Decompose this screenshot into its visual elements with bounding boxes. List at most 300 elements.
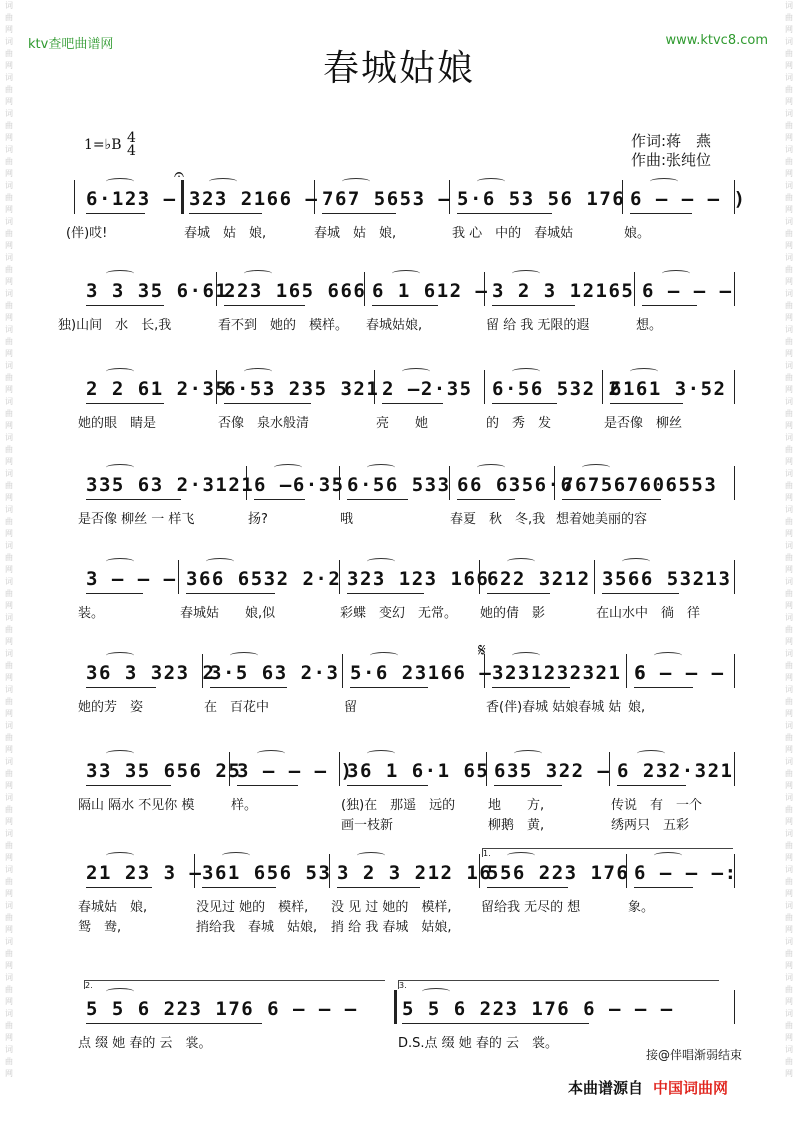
lyric-text: 春城 姑 娘,: [184, 226, 267, 241]
slur-arc: [370, 652, 398, 659]
watermark-glyph: 词: [785, 145, 793, 154]
source-label: 本曲谱源自: [568, 1079, 644, 1097]
slur-arc: [512, 368, 540, 375]
watermark-glyph: 网: [785, 205, 793, 214]
measure-notes: 5·6 53 56 176: [457, 188, 626, 210]
measure-notes: 3566 53213: [602, 568, 732, 590]
watermark-glyph: 网: [5, 457, 13, 466]
lyricist: 作词:蒋 燕: [631, 132, 712, 150]
watermark-glyph: 网: [5, 961, 13, 970]
beam-underline: [634, 687, 693, 688]
lyric-text: 象。: [628, 900, 655, 915]
slur-arc: [392, 270, 420, 277]
watermark-glyph: 曲: [5, 553, 13, 562]
slur-arc: [514, 750, 542, 757]
beam-underline: [86, 593, 143, 594]
lyric-text: 柳鹅 黄,: [488, 818, 545, 833]
measure-line: [74, 854, 738, 888]
measure-notes: 6·56 532 2: [492, 378, 622, 400]
watermark-glyph: 曲: [5, 337, 13, 346]
lyric-line: [74, 602, 734, 622]
site-url-right[interactable]: www.ktvc8.com: [665, 33, 768, 48]
watermark-glyph: 网: [785, 385, 793, 394]
beam-underline: [562, 499, 661, 500]
measure-notes: 6 1 612 –: [372, 280, 489, 302]
lyric-text: (独)在 那遥 远的: [341, 798, 456, 813]
watermark-glyph: 曲: [5, 193, 13, 202]
watermark-glyph: 网: [785, 241, 793, 250]
watermark-glyph: 曲: [5, 733, 13, 742]
measure-notes: 366 6532 2·2: [186, 568, 342, 590]
watermark-glyph: 曲: [5, 769, 13, 778]
lyric-text: 样。: [231, 798, 258, 813]
watermark-glyph: 网: [5, 853, 13, 862]
watermark-glyph: 词: [785, 829, 793, 838]
watermark-glyph: 网: [5, 781, 13, 790]
watermark-glyph: 曲: [785, 841, 793, 850]
lyric-text: 春城姑 娘,: [78, 900, 148, 915]
credits: [631, 132, 711, 170]
beam-underline: [202, 887, 276, 888]
lyric-text: 彩蝶 变幻 无常。: [340, 606, 458, 621]
watermark-glyph: 网: [785, 961, 793, 970]
watermark-glyph: 词: [5, 541, 13, 550]
watermark-glyph: 网: [785, 925, 793, 934]
watermark-glyph: 网: [785, 349, 793, 358]
beam-underline: [492, 305, 575, 306]
lyric-text: 在山水中 徜 徉: [596, 606, 701, 621]
watermark-glyph: 词: [785, 757, 793, 766]
watermark-glyph: 曲: [5, 409, 13, 418]
slur-arc: [106, 464, 134, 471]
barline: [734, 370, 735, 404]
watermark-glyph: 曲: [785, 13, 793, 22]
barline: [734, 654, 735, 688]
watermark-glyph: 网: [785, 745, 793, 754]
measure-notes: 36 3 323 2: [86, 662, 216, 684]
watermark-glyph: 词: [5, 685, 13, 694]
lyric-text: 在 百花中: [204, 700, 270, 715]
measure-notes: 323 2166 –: [189, 188, 319, 210]
lyric-text: 捎给我 春城 姑娘,: [196, 920, 318, 935]
beam-underline: [86, 499, 181, 500]
measure-notes: 6 – – –: [634, 662, 725, 684]
lyric-text: 没见过 她的 模样,: [196, 900, 309, 915]
slur-arc: [209, 178, 237, 185]
beam-underline: [642, 305, 697, 306]
site-name-left[interactable]: ktv查吧曲谱网: [28, 37, 114, 52]
watermark-glyph: 曲: [5, 985, 13, 994]
slur-arc: [367, 558, 395, 565]
lyric-text: 装。: [78, 606, 105, 621]
lyric-line: [74, 896, 734, 916]
watermark-glyph: 词: [5, 577, 13, 586]
watermark-glyph: 词: [785, 109, 793, 118]
barline: [594, 560, 595, 594]
watermark-glyph: 网: [5, 1033, 13, 1042]
slur-arc: [367, 464, 395, 471]
watermark-glyph: 词: [785, 901, 793, 910]
lyric-text: 春城姑娘,: [366, 318, 423, 333]
slur-arc: [106, 750, 134, 757]
slur-arc: [106, 270, 134, 277]
lyric-text: 画一枝新: [341, 818, 394, 833]
measure-line: [74, 990, 734, 1024]
watermark-glyph: 曲: [5, 13, 13, 22]
watermark-glyph: 曲: [785, 1057, 793, 1066]
watermark-glyph: 网: [5, 349, 13, 358]
watermark-glyph: 网: [5, 97, 13, 106]
watermark-glyph: 网: [785, 421, 793, 430]
measure-notes: 5 5 6 223 176 6 – – –: [402, 998, 674, 1020]
measure-notes: 3 – – – ): [237, 760, 354, 782]
key-signature: [84, 132, 136, 158]
watermark-glyph: 网: [785, 601, 793, 610]
slur-arc: [477, 178, 505, 185]
composer: 作曲:张纯位: [631, 151, 712, 169]
lyric-line: [74, 412, 734, 432]
lyric-text: 的 秀 发: [486, 416, 552, 431]
third-ending-bracket: 3.: [398, 980, 719, 989]
slur-arc: [622, 558, 650, 565]
lyric-line: [58, 314, 734, 334]
watermark-glyph: 词: [5, 145, 13, 154]
watermark-glyph: 曲: [785, 589, 793, 598]
watermark-glyph: 词: [785, 217, 793, 226]
key-note: B: [111, 137, 122, 153]
beam-underline: [189, 213, 262, 214]
watermark-glyph: 曲: [785, 661, 793, 670]
watermark-glyph: 曲: [785, 769, 793, 778]
lyric-text: 娘,: [628, 700, 646, 715]
watermark-glyph: 词: [5, 793, 13, 802]
watermark-glyph: 网: [5, 817, 13, 826]
measure-notes: 6·123 –: [86, 188, 177, 210]
lyric-text: 亮 她: [376, 416, 429, 431]
barline: [734, 272, 735, 306]
beam-underline: [86, 687, 156, 688]
watermark-glyph: 网: [785, 997, 793, 1006]
watermark-glyph: 曲: [785, 625, 793, 634]
watermark-glyph: 词: [5, 757, 13, 766]
barline: [734, 466, 735, 500]
slur-arc: [106, 852, 134, 859]
watermark-glyph: 词: [785, 361, 793, 370]
lyric-text: 香(伴)春城 姑娘春城 姑: [486, 700, 622, 715]
lyric-text: 留给我 无尽的 想: [481, 900, 581, 915]
watermark-glyph: 词: [5, 865, 13, 874]
watermark-glyph: 网: [785, 169, 793, 178]
lyric-text: 没 见 过 她的 模样,: [331, 900, 452, 915]
slur-arc: [367, 750, 395, 757]
watermark-glyph: 词: [785, 433, 793, 442]
beam-underline: [86, 887, 152, 888]
watermark-glyph: 网: [5, 385, 13, 394]
measure-notes: 3·5 63 2·3: [210, 662, 340, 684]
watermark-glyph: 词: [785, 1045, 793, 1054]
measure-line: [74, 466, 734, 500]
second-ending-bracket: 2.: [84, 980, 385, 989]
watermark-glyph: 词: [5, 829, 13, 838]
watermark-glyph: 网: [5, 169, 13, 178]
watermark-glyph: 网: [5, 25, 13, 34]
beam-underline: [347, 785, 428, 786]
measure-notes: 223 165 666: [224, 280, 367, 302]
watermark-glyph: 曲: [5, 85, 13, 94]
watermark-glyph: 词: [5, 397, 13, 406]
watermark-glyph: 曲: [5, 121, 13, 130]
slur-arc: [244, 368, 272, 375]
watermark-glyph: 词: [785, 253, 793, 262]
measure-notes: 635 322 –: [494, 760, 611, 782]
left-watermark-column: [2, 0, 16, 1126]
watermark-glyph: 词: [785, 289, 793, 298]
watermark-glyph: 曲: [5, 301, 13, 310]
beam-underline: [86, 785, 171, 786]
measure-notes: 3 2 3 12165: [492, 280, 635, 302]
measure-notes: 6 – – –: [642, 280, 733, 302]
measure-notes: 6·56 533: [347, 474, 451, 496]
slur-arc: [206, 558, 234, 565]
watermark-glyph: 曲: [785, 85, 793, 94]
watermark-glyph: 网: [5, 493, 13, 502]
measure-notes: 6 – – –:: [634, 862, 738, 884]
barline: [74, 180, 75, 214]
watermark-glyph: 曲: [5, 517, 13, 526]
measure-notes: 6 – – – ): [630, 188, 747, 210]
watermark-glyph: 曲: [5, 49, 13, 58]
barline: [181, 180, 184, 214]
slur-arc: [507, 558, 535, 565]
measure-notes: 2 2 61 2·35: [86, 378, 229, 400]
watermark-glyph: 网: [785, 565, 793, 574]
measure-notes: 3 2 3 212 16: [337, 862, 493, 884]
watermark-glyph: 曲: [5, 265, 13, 274]
watermark-glyph: 词: [5, 253, 13, 262]
beam-underline: [382, 403, 443, 404]
watermark-glyph: 曲: [5, 877, 13, 886]
lyric-text: 地 方,: [488, 798, 545, 813]
lyric-text: 她的芳 姿: [78, 700, 144, 715]
lyric-text: 春城 姑 娘,: [314, 226, 397, 241]
watermark-glyph: 曲: [5, 1021, 13, 1030]
barline: [734, 560, 735, 594]
slur-arc: [357, 852, 385, 859]
flat-sign: ♭: [104, 137, 112, 153]
lyric-text: 隔山 隔水 不见你 模: [78, 798, 195, 813]
watermark-glyph: 曲: [5, 445, 13, 454]
lyric-text: 看不到 她的 模样。: [218, 318, 349, 333]
slur-arc: [582, 464, 610, 471]
lyric-text: 传说 有 一个: [611, 798, 703, 813]
beam-underline: [402, 1023, 589, 1024]
watermark-glyph: 曲: [785, 409, 793, 418]
measure-line: [74, 272, 734, 306]
lyric-text: 独)山间 水 长,我: [58, 318, 172, 333]
beam-underline: [610, 403, 683, 404]
watermark-glyph: 曲: [5, 589, 13, 598]
watermark-glyph: 网: [785, 889, 793, 898]
measure-notes: 767567606553: [562, 474, 718, 496]
slur-arc: [512, 652, 540, 659]
slur-arc: [244, 270, 272, 277]
measure-notes: 6·53 235 321: [224, 378, 380, 400]
watermark-glyph: 词: [5, 37, 13, 46]
watermark-glyph: 词: [785, 865, 793, 874]
watermark-glyph: 网: [5, 133, 13, 142]
lyric-line: [74, 814, 734, 834]
watermark-glyph: 词: [5, 1, 13, 10]
watermark-glyph: 曲: [785, 553, 793, 562]
watermark-glyph: 网: [785, 1069, 793, 1078]
watermark-glyph: 网: [5, 61, 13, 70]
watermark-glyph: 曲: [785, 121, 793, 130]
beam-underline: [492, 687, 570, 688]
slur-arc: [402, 368, 430, 375]
watermark-glyph: 网: [5, 565, 13, 574]
watermark-glyph: 网: [5, 1069, 13, 1078]
watermark-glyph: 曲: [785, 301, 793, 310]
time-unit: 4: [127, 143, 136, 159]
watermark-glyph: 曲: [785, 337, 793, 346]
watermark-glyph: 词: [5, 181, 13, 190]
lyric-text: 想。: [636, 318, 663, 333]
slur-arc: [257, 750, 285, 757]
lyric-text: 鸳 鸯,: [78, 920, 122, 935]
watermark-glyph: 网: [5, 529, 13, 538]
beam-underline: [224, 305, 305, 306]
watermark-glyph: 曲: [785, 445, 793, 454]
measure-notes: 3231232321 6: [492, 662, 648, 684]
watermark-glyph: 词: [5, 289, 13, 298]
lyric-text: D.S.点 缀 她 春的 云 裳。: [398, 1036, 559, 1051]
slur-arc: [662, 270, 690, 277]
watermark-glyph: 曲: [785, 193, 793, 202]
lyric-text: 扬?: [248, 512, 268, 527]
lyric-text: 娘。: [624, 226, 651, 241]
watermark-glyph: 曲: [5, 841, 13, 850]
watermark-glyph: 曲: [785, 877, 793, 886]
watermark-glyph: 词: [785, 1009, 793, 1018]
slur-arc: [106, 652, 134, 659]
source-footer: [568, 1077, 728, 1098]
segno-sign: 𝄋: [478, 640, 486, 661]
slur-arc: [106, 558, 134, 565]
lyric-text: 点 缀 她 春的 云 裳。: [78, 1036, 212, 1051]
time-beats: 4: [127, 130, 136, 146]
watermark-glyph: 网: [5, 421, 13, 430]
watermark-glyph: 词: [785, 73, 793, 82]
slur-arc: [230, 652, 258, 659]
watermark-glyph: 网: [5, 673, 13, 682]
watermark-glyph: 词: [785, 541, 793, 550]
lyric-text: (伴)哎!: [66, 226, 108, 241]
watermark-glyph: 曲: [785, 1021, 793, 1030]
watermark-glyph: 网: [785, 1033, 793, 1042]
lyric-text: 春夏 秋 冬,我: [450, 512, 546, 527]
beam-underline: [630, 213, 692, 214]
watermark-glyph: 网: [5, 997, 13, 1006]
time-signature: [127, 132, 136, 158]
watermark-glyph: 曲: [5, 625, 13, 634]
measure-line: [74, 752, 734, 786]
watermark-glyph: 词: [785, 325, 793, 334]
watermark-glyph: 词: [5, 73, 13, 82]
watermark-glyph: 网: [5, 241, 13, 250]
lyric-line: [74, 696, 734, 716]
watermark-glyph: 曲: [785, 49, 793, 58]
source-brand[interactable]: 中国词曲网: [653, 1079, 729, 1097]
measure-line: [74, 560, 734, 594]
watermark-glyph: 词: [785, 181, 793, 190]
beam-underline: [86, 1023, 262, 1024]
beam-underline: [350, 687, 428, 688]
watermark-glyph: 网: [785, 277, 793, 286]
watermark-glyph: 词: [785, 793, 793, 802]
watermark-glyph: 词: [5, 973, 13, 982]
watermark-glyph: 词: [785, 577, 793, 586]
watermark-glyph: 网: [785, 25, 793, 34]
watermark-glyph: 词: [5, 217, 13, 226]
beam-underline: [254, 499, 305, 500]
watermark-glyph: 词: [5, 109, 13, 118]
measure-notes: 3 – – –: [86, 568, 177, 590]
watermark-glyph: 词: [5, 361, 13, 370]
watermark-glyph: 曲: [785, 949, 793, 958]
watermark-glyph: 词: [785, 973, 793, 982]
lyric-text: 是否像 柳丝 一 样飞: [78, 512, 195, 527]
slur-arc: [222, 852, 250, 859]
beam-underline: [322, 213, 396, 214]
watermark-glyph: 网: [785, 637, 793, 646]
watermark-glyph: 词: [785, 1, 793, 10]
barline: [734, 990, 735, 1024]
lyric-text: 春城姑 娘,似: [180, 606, 276, 621]
watermark-glyph: 曲: [5, 229, 13, 238]
measure-notes: 767 5653 –: [322, 188, 452, 210]
watermark-glyph: 词: [5, 649, 13, 658]
watermark-glyph: 网: [5, 745, 13, 754]
measure-notes: 21 23 3 –: [86, 862, 203, 884]
watermark-glyph: 曲: [785, 265, 793, 274]
watermark-glyph: 曲: [785, 733, 793, 742]
watermark-glyph: 曲: [5, 913, 13, 922]
ending-note: 接@伴唱渐弱结束: [645, 1048, 742, 1062]
watermark-glyph: 网: [785, 529, 793, 538]
lyric-text: 留 给 我 无限的遐: [486, 318, 590, 333]
watermark-glyph: 曲: [5, 373, 13, 382]
lyric-line: [74, 1032, 734, 1052]
watermark-glyph: 网: [785, 97, 793, 106]
barline: [734, 752, 735, 786]
beam-underline: [487, 887, 568, 888]
beam-underline: [224, 403, 311, 404]
measure-notes: 36 1 6·1 65: [347, 760, 490, 782]
measure-notes: 361 656 53: [202, 862, 332, 884]
lyric-text: 她的倩 影: [480, 606, 546, 621]
lyric-text: 想着她美丽的容: [556, 512, 648, 527]
lyric-text: 绣两只 五彩: [611, 818, 690, 833]
watermark-glyph: 曲: [5, 157, 13, 166]
key-prefix: 1=: [84, 137, 105, 153]
watermark-glyph: 网: [5, 709, 13, 718]
watermark-glyph: 网: [5, 925, 13, 934]
beam-underline: [347, 593, 424, 594]
slur-arc: [106, 988, 134, 995]
watermark-glyph: 词: [785, 613, 793, 622]
lyric-text: 我 心 中的 春城姑: [452, 226, 574, 241]
lyric-text: 捎 给 我 春城 姑娘,: [331, 920, 452, 935]
